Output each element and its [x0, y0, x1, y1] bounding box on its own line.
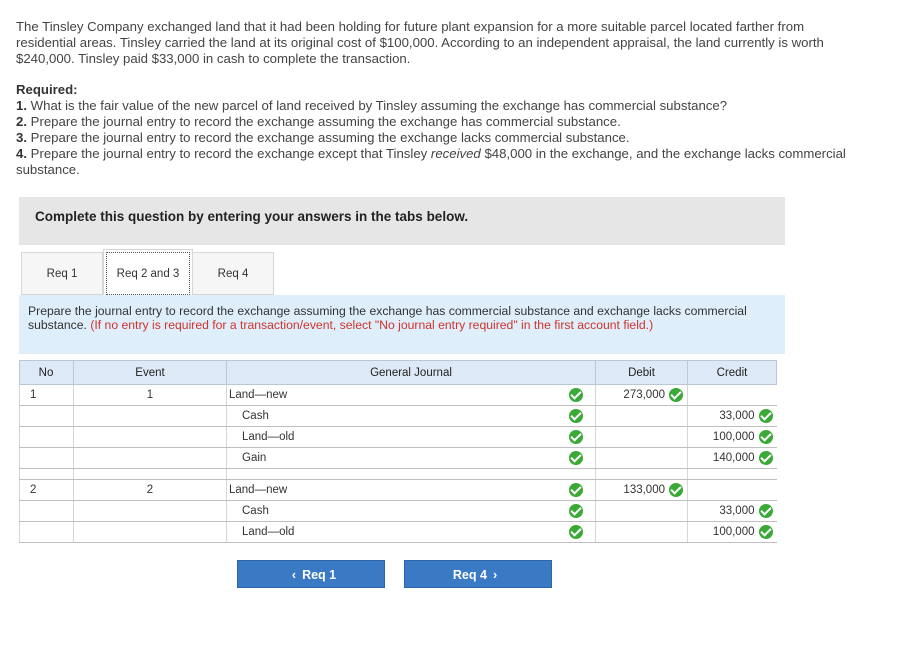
credit-cell[interactable] [688, 448, 777, 469]
account-cell[interactable] [227, 522, 596, 543]
credit-cell[interactable] [688, 427, 777, 448]
chevron-left-icon: ‹ [291, 568, 297, 582]
debit-cell[interactable] [596, 427, 688, 448]
account-name: Cash [242, 505, 269, 517]
checkmark-icon [569, 430, 583, 444]
header-credit: Credit [688, 361, 777, 385]
account-name: Land—new [229, 484, 288, 496]
credit-value: 140,000 [712, 452, 755, 464]
required-item-4: 4. Prepare the journal entry to record the exchange except that Tinsley received $48,000 in the exchange, and the exchange lacks commercial substance. [16, 146, 846, 177]
next-button-label: Req 4 [452, 568, 487, 582]
general-journal-table [19, 360, 777, 543]
chevron-right-icon: › [492, 568, 498, 582]
table-row [20, 501, 777, 522]
account-cell[interactable] [227, 501, 596, 522]
tab-req-4[interactable]: Req 4 [192, 252, 274, 295]
tab-req-1[interactable]: Req 1 [21, 252, 103, 295]
instruction-text: Prepare the journal entry to record the exchange assuming the exchange has commercial substance and exchange lacks commercial substance. [28, 304, 747, 332]
credit-value: 100,000 [712, 526, 755, 538]
debit-cell[interactable] [596, 448, 688, 469]
credit-cell[interactable] [688, 522, 777, 543]
entry-no: 2 [20, 480, 74, 501]
header-general-journal: General Journal [227, 361, 596, 385]
account-name: Land—old [242, 526, 295, 538]
checkmark-icon [569, 388, 583, 402]
credit-cell[interactable] [688, 406, 777, 427]
table-spacer-row [20, 469, 777, 480]
debit-cell[interactable] [596, 501, 688, 522]
checkmark-icon [759, 504, 773, 518]
checkmark-icon [569, 525, 583, 539]
credit-value: 33,000 [719, 410, 755, 422]
account-name: Land—old [242, 431, 295, 443]
next-req-4-button[interactable] [404, 560, 552, 588]
checkmark-icon [759, 525, 773, 539]
required-list [16, 98, 876, 178]
checkmark-icon [569, 483, 583, 497]
header-debit: Debit [596, 361, 688, 385]
checkmark-icon [759, 430, 773, 444]
credit-cell[interactable] [688, 480, 777, 501]
required-item-1: 1. What is the fair value of the new parcel of land received by Tinsley assuming the exchange has commercial substance? [16, 98, 728, 113]
credit-cell[interactable] [688, 385, 777, 406]
account-name: Cash [242, 410, 269, 422]
table-row [20, 427, 777, 448]
table-row [20, 522, 777, 543]
required-heading: Required: [16, 82, 78, 97]
account-name: Land—new [229, 389, 288, 401]
debit-cell[interactable] [596, 480, 688, 501]
checkmark-icon [759, 409, 773, 423]
table-row [20, 480, 777, 501]
banner-text: Complete this question by entering your answers in the tabs below. [35, 209, 469, 224]
credit-value: 100,000 [712, 431, 755, 443]
table-row [20, 385, 777, 406]
checkmark-icon [569, 504, 583, 518]
account-cell[interactable] [227, 448, 596, 469]
checkmark-icon [759, 451, 773, 465]
required-item-2: 2. Prepare the journal entry to record the exchange assuming the exchange has commercial substance. [16, 114, 621, 129]
instruction-note: (If no entry is required for a transaction/event, select "No journal entry required" in the first account field.) [90, 317, 654, 332]
checkmark-icon [669, 388, 683, 402]
checkmark-icon [569, 451, 583, 465]
entry-no: 1 [20, 385, 74, 406]
prev-button-label: Req 1 [302, 568, 337, 582]
entry-event: 1 [74, 385, 227, 406]
account-cell[interactable] [227, 427, 596, 448]
problem-paragraph: The Tinsley Company exchanged land that it had been holding for future plant expansion for a more suitable parcel located farther from residential areas. Tinsley carried the land at its original cost of $100,000. According to an independent appraisal, the land currently is worth $240,000. Tinsley paid $33,000 in cash to complete the transaction. [16, 19, 824, 66]
tab-instruction [19, 295, 785, 354]
debit-cell[interactable] [596, 406, 688, 427]
table-row [20, 406, 777, 427]
account-cell[interactable] [227, 406, 596, 427]
checkmark-icon [569, 409, 583, 423]
debit-cell[interactable] [596, 385, 688, 406]
checkmark-icon [669, 483, 683, 497]
tab-req-2-and-3[interactable]: Req 2 and 3 [106, 252, 190, 295]
debit-value: 273,000 [623, 389, 665, 401]
header-no: No [20, 361, 74, 385]
credit-value: 33,000 [719, 505, 755, 517]
instructions-banner [19, 197, 785, 245]
account-cell[interactable] [227, 480, 596, 501]
credit-cell[interactable] [688, 501, 777, 522]
account-cell[interactable] [227, 385, 596, 406]
table-row [20, 448, 777, 469]
prev-req-1-button[interactable] [237, 560, 385, 588]
header-event: Event [74, 361, 227, 385]
entry-event: 2 [74, 480, 227, 501]
debit-cell[interactable] [596, 522, 688, 543]
debit-value: 133,000 [623, 484, 665, 496]
required-item-3: 3. Prepare the journal entry to record the exchange assuming the exchange lacks commercial substance. [16, 130, 630, 145]
account-name: Gain [242, 452, 267, 464]
